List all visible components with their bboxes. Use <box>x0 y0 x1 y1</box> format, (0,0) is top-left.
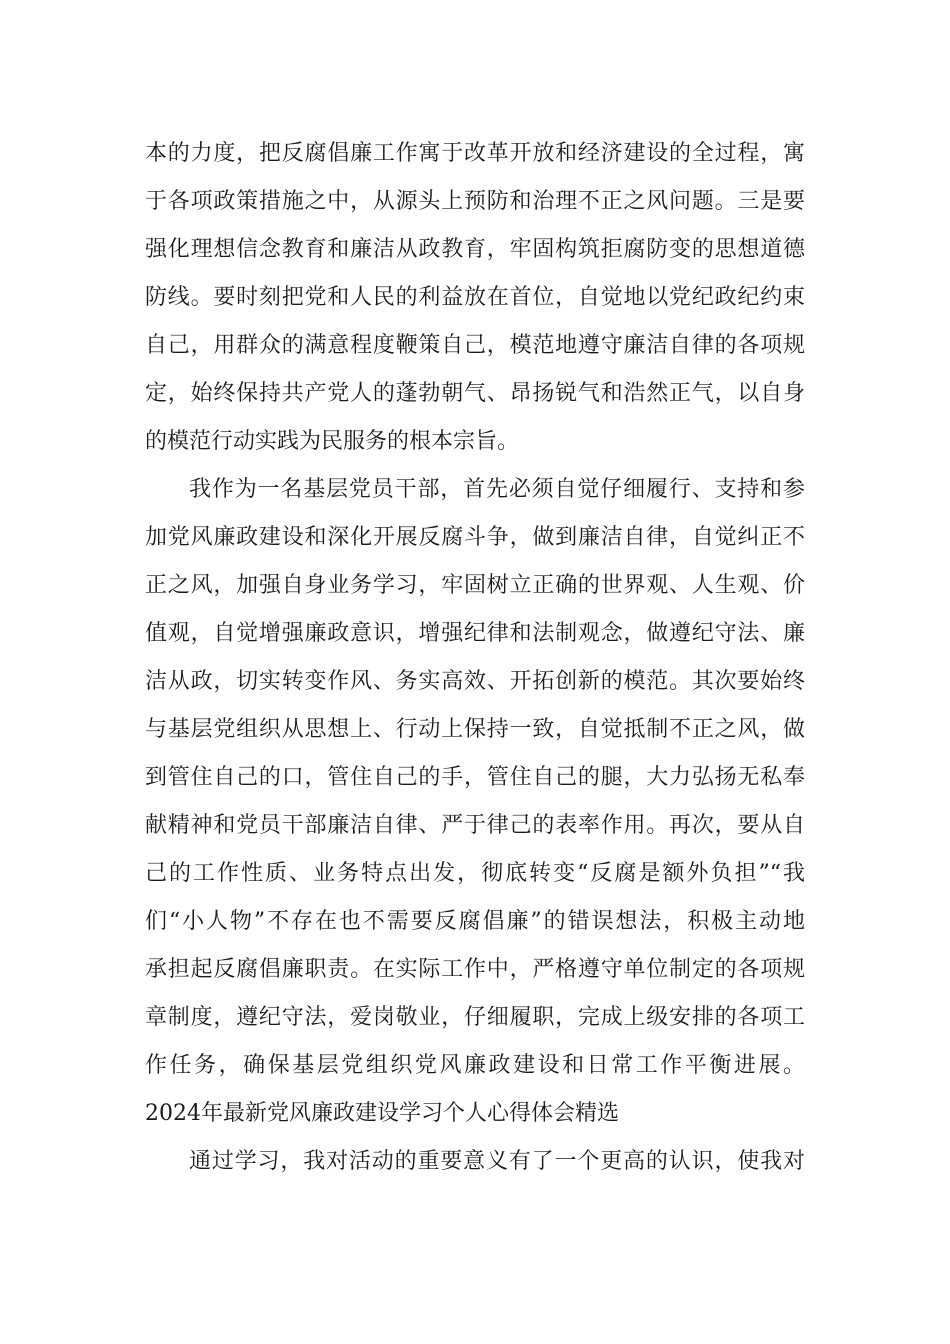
text-line: 己的工作性质、业务特点出发，彻底转变“反腐是额外负担”“我 <box>145 861 805 886</box>
text-line: 章制度，遵纪守法，爱岗敬业，仔细履职，完成上级安排的各项工 <box>145 1005 805 1030</box>
text-line: 正之风，加强自身业务学习，牢固树立正确的世界观、人生观、价 <box>145 573 805 598</box>
text-line: 本的力度，把反腐倡廉工作寓于改革开放和经济建设的全过程，寓 <box>145 141 805 166</box>
text-line: 强化理想信念教育和廉洁从政教育，牢固构筑拒腐防变的思想道德 <box>145 237 805 262</box>
text-line: 加党风廉政建设和深化开展反腐斗争，做到廉洁自律，自觉纠正不 <box>145 525 805 550</box>
text-line: 献精神和党员干部廉洁自律、严于律己的表率作用。再次，要从自 <box>145 813 805 838</box>
text-line: 们“小人物”不存在也不需要反腐倡廉”的错误想法，积极主动地 <box>145 909 805 934</box>
text-line: 防线。要时刻把党和人民的利益放在首位，自觉地以党纪政纪约束 <box>145 285 805 310</box>
paragraph-first-line: 通过学习，我对活动的重要意义有了一个更高的认识，使我对 <box>189 1149 805 1174</box>
text-line: 洁从政，切实转变作风、务实高效、开拓创新的模范。其次要始终 <box>145 669 805 694</box>
text-line: 自己，用群众的满意程度鞭策自己，模范地遵守廉洁自律的各项规 <box>145 333 805 358</box>
section-heading: 2024年最新党风廉政建设学习个人心得体会精选 <box>145 1101 619 1126</box>
text-line: 值观，自觉增强廉政意识，增强纪律和法制观念，做遵纪守法、廉 <box>145 621 805 646</box>
text-line: 到管住自己的口，管住自己的手，管住自己的腿，大力弘扬无私奉 <box>145 765 805 790</box>
text-line: 定，始终保持共产党人的蓬勃朝气、昂扬锐气和浩然正气，以自身 <box>145 381 805 406</box>
text-line: 于各项政策措施之中，从源头上预防和治理不正之风问题。三是要 <box>145 189 805 214</box>
text-line: 与基层党组织从思想上、行动上保持一致，自觉抵制不正之风，做 <box>145 717 805 742</box>
document-body <box>145 130 805 1186</box>
paragraph-first-line: 我作为一名基层党员干部，首先必须自觉仔细履行、支持和参 <box>189 477 805 502</box>
text-line: 承担起反腐倡廉职责。在实际工作中，严格遵守单位制定的各项规 <box>145 957 805 982</box>
text-line: 的模范行动实践为民服务的根本宗旨。 <box>145 429 520 454</box>
text-line: 作任务，确保基层党组织党风廉政建设和日常工作平衡进展。 <box>145 1053 805 1078</box>
